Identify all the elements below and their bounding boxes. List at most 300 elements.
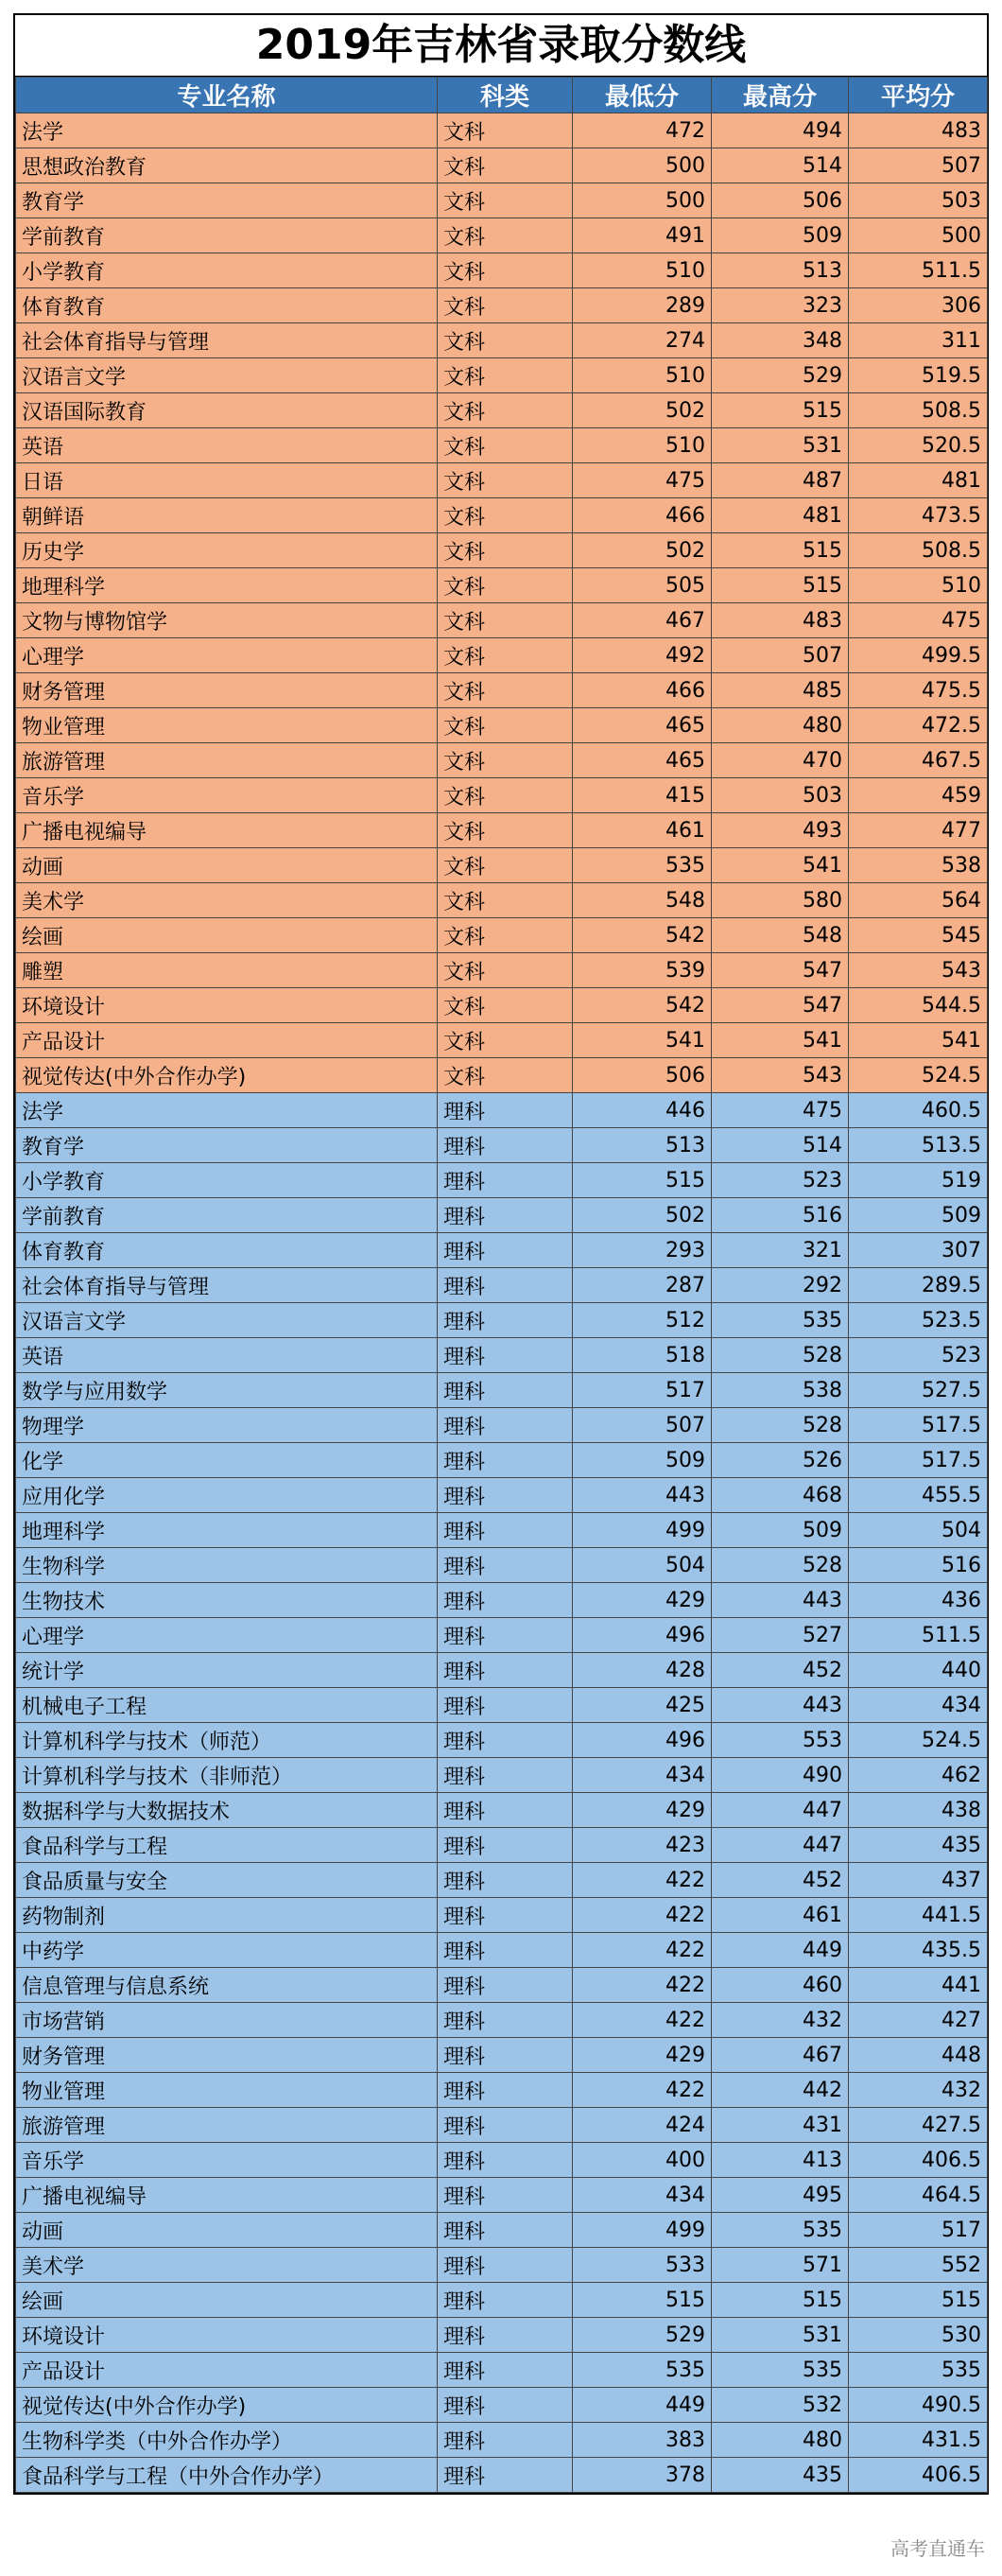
cell-max: 538: [712, 1373, 849, 1408]
cell-major: 历史学: [16, 533, 438, 568]
cell-min: 535: [573, 2353, 712, 2388]
cell-major: 生物技术: [16, 1583, 438, 1618]
cell-major: 法学: [16, 1093, 438, 1128]
cell-max: 509: [712, 218, 849, 253]
table-row: [16, 988, 988, 1023]
cell-min: 383: [573, 2423, 712, 2458]
cell-category: 理科: [438, 2458, 573, 2493]
cell-major: 信息管理与信息系统: [16, 1968, 438, 2003]
table-row: [16, 883, 988, 918]
cell-major: 日语: [16, 463, 438, 498]
cell-min: 515: [573, 2283, 712, 2318]
cell-min: 422: [573, 1933, 712, 1968]
cell-category: 理科: [438, 1863, 573, 1898]
cell-min: 415: [573, 778, 712, 813]
cell-avg: 508.5: [849, 533, 988, 568]
cell-major: 小学教育: [16, 1163, 438, 1198]
cell-max: 526: [712, 1443, 849, 1478]
cell-avg: 472.5: [849, 708, 988, 743]
cell-min: 529: [573, 2318, 712, 2353]
cell-avg: 545: [849, 918, 988, 953]
cell-major: 音乐学: [16, 778, 438, 813]
table-row: [16, 253, 988, 288]
cell-max: 442: [712, 2073, 849, 2108]
cell-major: 机械电子工程: [16, 1688, 438, 1723]
table-row: [16, 1408, 988, 1443]
cell-avg: 510: [849, 568, 988, 603]
cell-category: 理科: [438, 1443, 573, 1478]
cell-major: 计算机科学与技术（师范）: [16, 1723, 438, 1758]
table-row: [16, 1898, 988, 1933]
table-row: [16, 463, 988, 498]
cell-min: 541: [573, 1023, 712, 1058]
cell-major: 旅游管理: [16, 743, 438, 778]
cell-min: 505: [573, 568, 712, 603]
cell-category: 理科: [438, 2108, 573, 2143]
cell-major: 法学: [16, 113, 438, 148]
cell-avg: 517.5: [849, 1443, 988, 1478]
cell-min: 289: [573, 288, 712, 323]
table-row: [16, 1058, 988, 1093]
table-row: [16, 393, 988, 428]
cell-major: 食品科学与工程: [16, 1828, 438, 1863]
cell-max: 515: [712, 568, 849, 603]
table-row: [16, 113, 988, 148]
table-row: [16, 1233, 988, 1268]
cell-max: 452: [712, 1653, 849, 1688]
cell-major: 教育学: [16, 1128, 438, 1163]
cell-avg: 552: [849, 2248, 988, 2283]
cell-avg: 475.5: [849, 673, 988, 708]
table-row: [16, 2353, 988, 2388]
cell-min: 466: [573, 498, 712, 533]
cell-max: 547: [712, 953, 849, 988]
table-row: [16, 1128, 988, 1163]
cell-avg: 431.5: [849, 2423, 988, 2458]
table-row: [16, 638, 988, 673]
cell-min: 502: [573, 533, 712, 568]
cell-major: 心理学: [16, 1618, 438, 1653]
table-row: [16, 1723, 988, 1758]
cell-major: 汉语言文学: [16, 1303, 438, 1338]
cell-max: 515: [712, 393, 849, 428]
cell-category: 文科: [438, 113, 573, 148]
cell-min: 491: [573, 218, 712, 253]
table-row: [16, 533, 988, 568]
cell-max: 507: [712, 638, 849, 673]
cell-max: 514: [712, 148, 849, 183]
cell-category: 理科: [438, 1583, 573, 1618]
cell-avg: 499.5: [849, 638, 988, 673]
table-row: [16, 2073, 988, 2108]
cell-min: 502: [573, 393, 712, 428]
table-row: [16, 2213, 988, 2248]
table-row: [16, 2003, 988, 2038]
cell-min: 533: [573, 2248, 712, 2283]
cell-min: 449: [573, 2388, 712, 2423]
cell-category: 理科: [438, 1233, 573, 1268]
table-row: [16, 323, 988, 358]
cell-avg: 427: [849, 2003, 988, 2038]
cell-max: 531: [712, 2318, 849, 2353]
cell-avg: 460.5: [849, 1093, 988, 1128]
cell-major: 体育教育: [16, 1233, 438, 1268]
cell-min: 465: [573, 708, 712, 743]
cell-category: 理科: [438, 1968, 573, 2003]
table-row: [16, 183, 988, 218]
cell-avg: 517.5: [849, 1408, 988, 1443]
header-max: 最高分: [712, 78, 849, 113]
cell-avg: 406.5: [849, 2143, 988, 2178]
cell-min: 425: [573, 1688, 712, 1723]
cell-min: 496: [573, 1723, 712, 1758]
cell-avg: 438: [849, 1793, 988, 1828]
cell-major: 食品科学与工程（中外合作办学）: [16, 2458, 438, 2493]
cell-major: 产品设计: [16, 2353, 438, 2388]
table-row: [16, 2423, 988, 2458]
cell-category: 文科: [438, 498, 573, 533]
cell-max: 515: [712, 2283, 849, 2318]
table-row: [16, 1163, 988, 1198]
cell-min: 378: [573, 2458, 712, 2493]
cell-min: 499: [573, 1513, 712, 1548]
header-min: 最低分: [573, 78, 712, 113]
table-row: [16, 288, 988, 323]
cell-category: 理科: [438, 1548, 573, 1583]
sheet-title: 2019年吉林省录取分数线: [15, 15, 987, 77]
cell-min: 542: [573, 918, 712, 953]
cell-category: 理科: [438, 1758, 573, 1793]
cell-min: 274: [573, 323, 712, 358]
cell-avg: 467.5: [849, 743, 988, 778]
cell-category: 理科: [438, 2423, 573, 2458]
cell-category: 理科: [438, 2248, 573, 2283]
cell-major: 动画: [16, 848, 438, 883]
cell-avg: 427.5: [849, 2108, 988, 2143]
cell-avg: 515: [849, 2283, 988, 2318]
cell-avg: 306: [849, 288, 988, 323]
cell-max: 413: [712, 2143, 849, 2178]
cell-category: 理科: [438, 1793, 573, 1828]
cell-avg: 289.5: [849, 1268, 988, 1303]
table-row: [16, 1093, 988, 1128]
cell-category: 理科: [438, 2388, 573, 2423]
cell-avg: 437: [849, 1863, 988, 1898]
cell-category: 理科: [438, 1198, 573, 1233]
cell-category: 文科: [438, 1023, 573, 1058]
cell-max: 513: [712, 253, 849, 288]
cell-major: 物业管理: [16, 2073, 438, 2108]
cell-max: 468: [712, 1478, 849, 1513]
cell-category: 文科: [438, 848, 573, 883]
cell-category: 文科: [438, 1058, 573, 1093]
cell-avg: 475: [849, 603, 988, 638]
table-row: [16, 1968, 988, 2003]
table-row: [16, 1443, 988, 1478]
cell-category: 文科: [438, 148, 573, 183]
cell-min: 510: [573, 358, 712, 393]
cell-max: 480: [712, 2423, 849, 2458]
cell-min: 510: [573, 253, 712, 288]
cell-category: 理科: [438, 2073, 573, 2108]
cell-min: 513: [573, 1128, 712, 1163]
table-body: [16, 113, 988, 2493]
cell-min: 467: [573, 603, 712, 638]
cell-min: 510: [573, 428, 712, 463]
header-avg: 平均分: [849, 78, 988, 113]
table-row: [16, 603, 988, 638]
cell-category: 文科: [438, 813, 573, 848]
cell-max: 547: [712, 988, 849, 1023]
cell-max: 443: [712, 1583, 849, 1618]
cell-major: 旅游管理: [16, 2108, 438, 2143]
cell-major: 财务管理: [16, 2038, 438, 2073]
cell-avg: 432: [849, 2073, 988, 2108]
cell-min: 400: [573, 2143, 712, 2178]
table-row: [16, 2143, 988, 2178]
cell-major: 计算机科学与技术（非师范）: [16, 1758, 438, 1793]
cell-max: 292: [712, 1268, 849, 1303]
table-row: [16, 218, 988, 253]
cell-major: 汉语言文学: [16, 358, 438, 393]
cell-major: 社会体育指导与管理: [16, 323, 438, 358]
table-row: [16, 1268, 988, 1303]
table-row: [16, 568, 988, 603]
cell-major: 化学: [16, 1443, 438, 1478]
cell-max: 460: [712, 1968, 849, 2003]
cell-min: 518: [573, 1338, 712, 1373]
cell-max: 493: [712, 813, 849, 848]
cell-max: 515: [712, 533, 849, 568]
table-row: [16, 148, 988, 183]
table-row: [16, 1303, 988, 1338]
table-row: [16, 918, 988, 953]
cell-major: 广播电视编导: [16, 2178, 438, 2213]
cell-min: 504: [573, 1548, 712, 1583]
cell-avg: 543: [849, 953, 988, 988]
cell-max: 449: [712, 1933, 849, 1968]
table-row: [16, 1023, 988, 1058]
table-row: [16, 2283, 988, 2318]
cell-max: 480: [712, 708, 849, 743]
cell-max: 506: [712, 183, 849, 218]
cell-avg: 436: [849, 1583, 988, 1618]
cell-max: 461: [712, 1898, 849, 1933]
cell-min: 465: [573, 743, 712, 778]
cell-max: 516: [712, 1198, 849, 1233]
table-row: [16, 428, 988, 463]
cell-min: 512: [573, 1303, 712, 1338]
cell-avg: 473.5: [849, 498, 988, 533]
cell-major: 学前教育: [16, 1198, 438, 1233]
cell-min: 542: [573, 988, 712, 1023]
cell-max: 532: [712, 2388, 849, 2423]
cell-category: 理科: [438, 2353, 573, 2388]
cell-major: 绘画: [16, 2283, 438, 2318]
cell-max: 467: [712, 2038, 849, 2073]
cell-min: 422: [573, 2073, 712, 2108]
cell-min: 429: [573, 1793, 712, 1828]
cell-major: 药物制剂: [16, 1898, 438, 1933]
cell-major: 音乐学: [16, 2143, 438, 2178]
table-row: [16, 1513, 988, 1548]
cell-major: 朝鲜语: [16, 498, 438, 533]
cell-major: 生物科学: [16, 1548, 438, 1583]
cell-major: 学前教育: [16, 218, 438, 253]
cell-max: 535: [712, 2213, 849, 2248]
table-row: [16, 1618, 988, 1653]
cell-avg: 517: [849, 2213, 988, 2248]
cell-avg: 500: [849, 218, 988, 253]
cell-avg: 524.5: [849, 1723, 988, 1758]
cell-category: 理科: [438, 1268, 573, 1303]
table-row: [16, 848, 988, 883]
table-row: [16, 743, 988, 778]
cell-avg: 434: [849, 1688, 988, 1723]
cell-avg: 527.5: [849, 1373, 988, 1408]
cell-category: 文科: [438, 533, 573, 568]
cell-category: 理科: [438, 2143, 573, 2178]
cell-min: 507: [573, 1408, 712, 1443]
cell-category: 文科: [438, 743, 573, 778]
header-row: [16, 78, 988, 113]
cell-max: 528: [712, 1548, 849, 1583]
cell-avg: 490.5: [849, 2388, 988, 2423]
cell-max: 452: [712, 1863, 849, 1898]
cell-min: 434: [573, 2178, 712, 2213]
cell-max: 432: [712, 2003, 849, 2038]
cell-max: 481: [712, 498, 849, 533]
cell-category: 理科: [438, 1828, 573, 1863]
cell-major: 环境设计: [16, 2318, 438, 2353]
cell-avg: 523: [849, 1338, 988, 1373]
table-row: [16, 2388, 988, 2423]
cell-avg: 541: [849, 1023, 988, 1058]
table-row: [16, 1688, 988, 1723]
cell-major: 中药学: [16, 1933, 438, 1968]
cell-category: 文科: [438, 708, 573, 743]
cell-max: 523: [712, 1163, 849, 1198]
cell-category: 文科: [438, 673, 573, 708]
cell-category: 文科: [438, 218, 573, 253]
table-row: [16, 1583, 988, 1618]
table-row: [16, 498, 988, 533]
cell-category: 理科: [438, 1373, 573, 1408]
table-row: [16, 1863, 988, 1898]
cell-avg: 440: [849, 1653, 988, 1688]
cell-max: 535: [712, 1303, 849, 1338]
cell-avg: 508.5: [849, 393, 988, 428]
cell-category: 文科: [438, 638, 573, 673]
cell-avg: 481: [849, 463, 988, 498]
cell-min: 492: [573, 638, 712, 673]
table-row: [16, 1758, 988, 1793]
cell-max: 475: [712, 1093, 849, 1128]
cell-avg: 535: [849, 2353, 988, 2388]
cell-max: 543: [712, 1058, 849, 1093]
cell-major: 物业管理: [16, 708, 438, 743]
cell-category: 文科: [438, 463, 573, 498]
table-row: [16, 1828, 988, 1863]
cell-avg: 519: [849, 1163, 988, 1198]
cell-major: 视觉传达(中外合作办学): [16, 2388, 438, 2423]
cell-avg: 307: [849, 1233, 988, 1268]
cell-avg: 464.5: [849, 2178, 988, 2213]
cell-major: 财务管理: [16, 673, 438, 708]
cell-category: 理科: [438, 1303, 573, 1338]
cell-min: 422: [573, 2003, 712, 2038]
cell-category: 理科: [438, 2318, 573, 2353]
cell-max: 494: [712, 113, 849, 148]
cell-min: 293: [573, 1233, 712, 1268]
table-row: [16, 2318, 988, 2353]
cell-avg: 462: [849, 1758, 988, 1793]
cell-min: 466: [573, 673, 712, 708]
cell-category: 文科: [438, 883, 573, 918]
cell-major: 环境设计: [16, 988, 438, 1023]
table-row: [16, 2108, 988, 2143]
cell-avg: 544.5: [849, 988, 988, 1023]
cell-min: 424: [573, 2108, 712, 2143]
cell-category: 理科: [438, 1688, 573, 1723]
header-major: 专业名称: [16, 78, 438, 113]
cell-avg: 441.5: [849, 1898, 988, 1933]
cell-category: 理科: [438, 1723, 573, 1758]
cell-major: 数学与应用数学: [16, 1373, 438, 1408]
cell-avg: 459: [849, 778, 988, 813]
cell-avg: 441: [849, 1968, 988, 2003]
table-row: [16, 2458, 988, 2493]
cell-category: 理科: [438, 1513, 573, 1548]
cell-min: 517: [573, 1373, 712, 1408]
cell-avg: 509: [849, 1198, 988, 1233]
cell-max: 541: [712, 1023, 849, 1058]
table-row: [16, 2038, 988, 2073]
cell-min: 287: [573, 1268, 712, 1303]
cell-min: 434: [573, 1758, 712, 1793]
cell-avg: 503: [849, 183, 988, 218]
cell-min: 422: [573, 1898, 712, 1933]
score-sheet: [13, 13, 989, 2495]
cell-category: 理科: [438, 1163, 573, 1198]
cell-avg: 538: [849, 848, 988, 883]
cell-major: 统计学: [16, 1653, 438, 1688]
cell-min: 472: [573, 113, 712, 148]
cell-avg: 524.5: [849, 1058, 988, 1093]
cell-category: 文科: [438, 568, 573, 603]
cell-major: 产品设计: [16, 1023, 438, 1058]
cell-category: 理科: [438, 1128, 573, 1163]
cell-max: 495: [712, 2178, 849, 2213]
cell-major: 英语: [16, 428, 438, 463]
cell-category: 理科: [438, 1618, 573, 1653]
cell-min: 429: [573, 1583, 712, 1618]
score-table: [15, 77, 988, 2493]
cell-major: 文物与博物馆学: [16, 603, 438, 638]
cell-major: 视觉传达(中外合作办学): [16, 1058, 438, 1093]
cell-max: 528: [712, 1338, 849, 1373]
cell-avg: 448: [849, 2038, 988, 2073]
cell-major: 美术学: [16, 2248, 438, 2283]
cell-min: 539: [573, 953, 712, 988]
table-row: [16, 358, 988, 393]
table-row: [16, 1653, 988, 1688]
cell-major: 物理学: [16, 1408, 438, 1443]
cell-category: 理科: [438, 1653, 573, 1688]
cell-min: 496: [573, 1618, 712, 1653]
cell-max: 553: [712, 1723, 849, 1758]
cell-avg: 516: [849, 1548, 988, 1583]
